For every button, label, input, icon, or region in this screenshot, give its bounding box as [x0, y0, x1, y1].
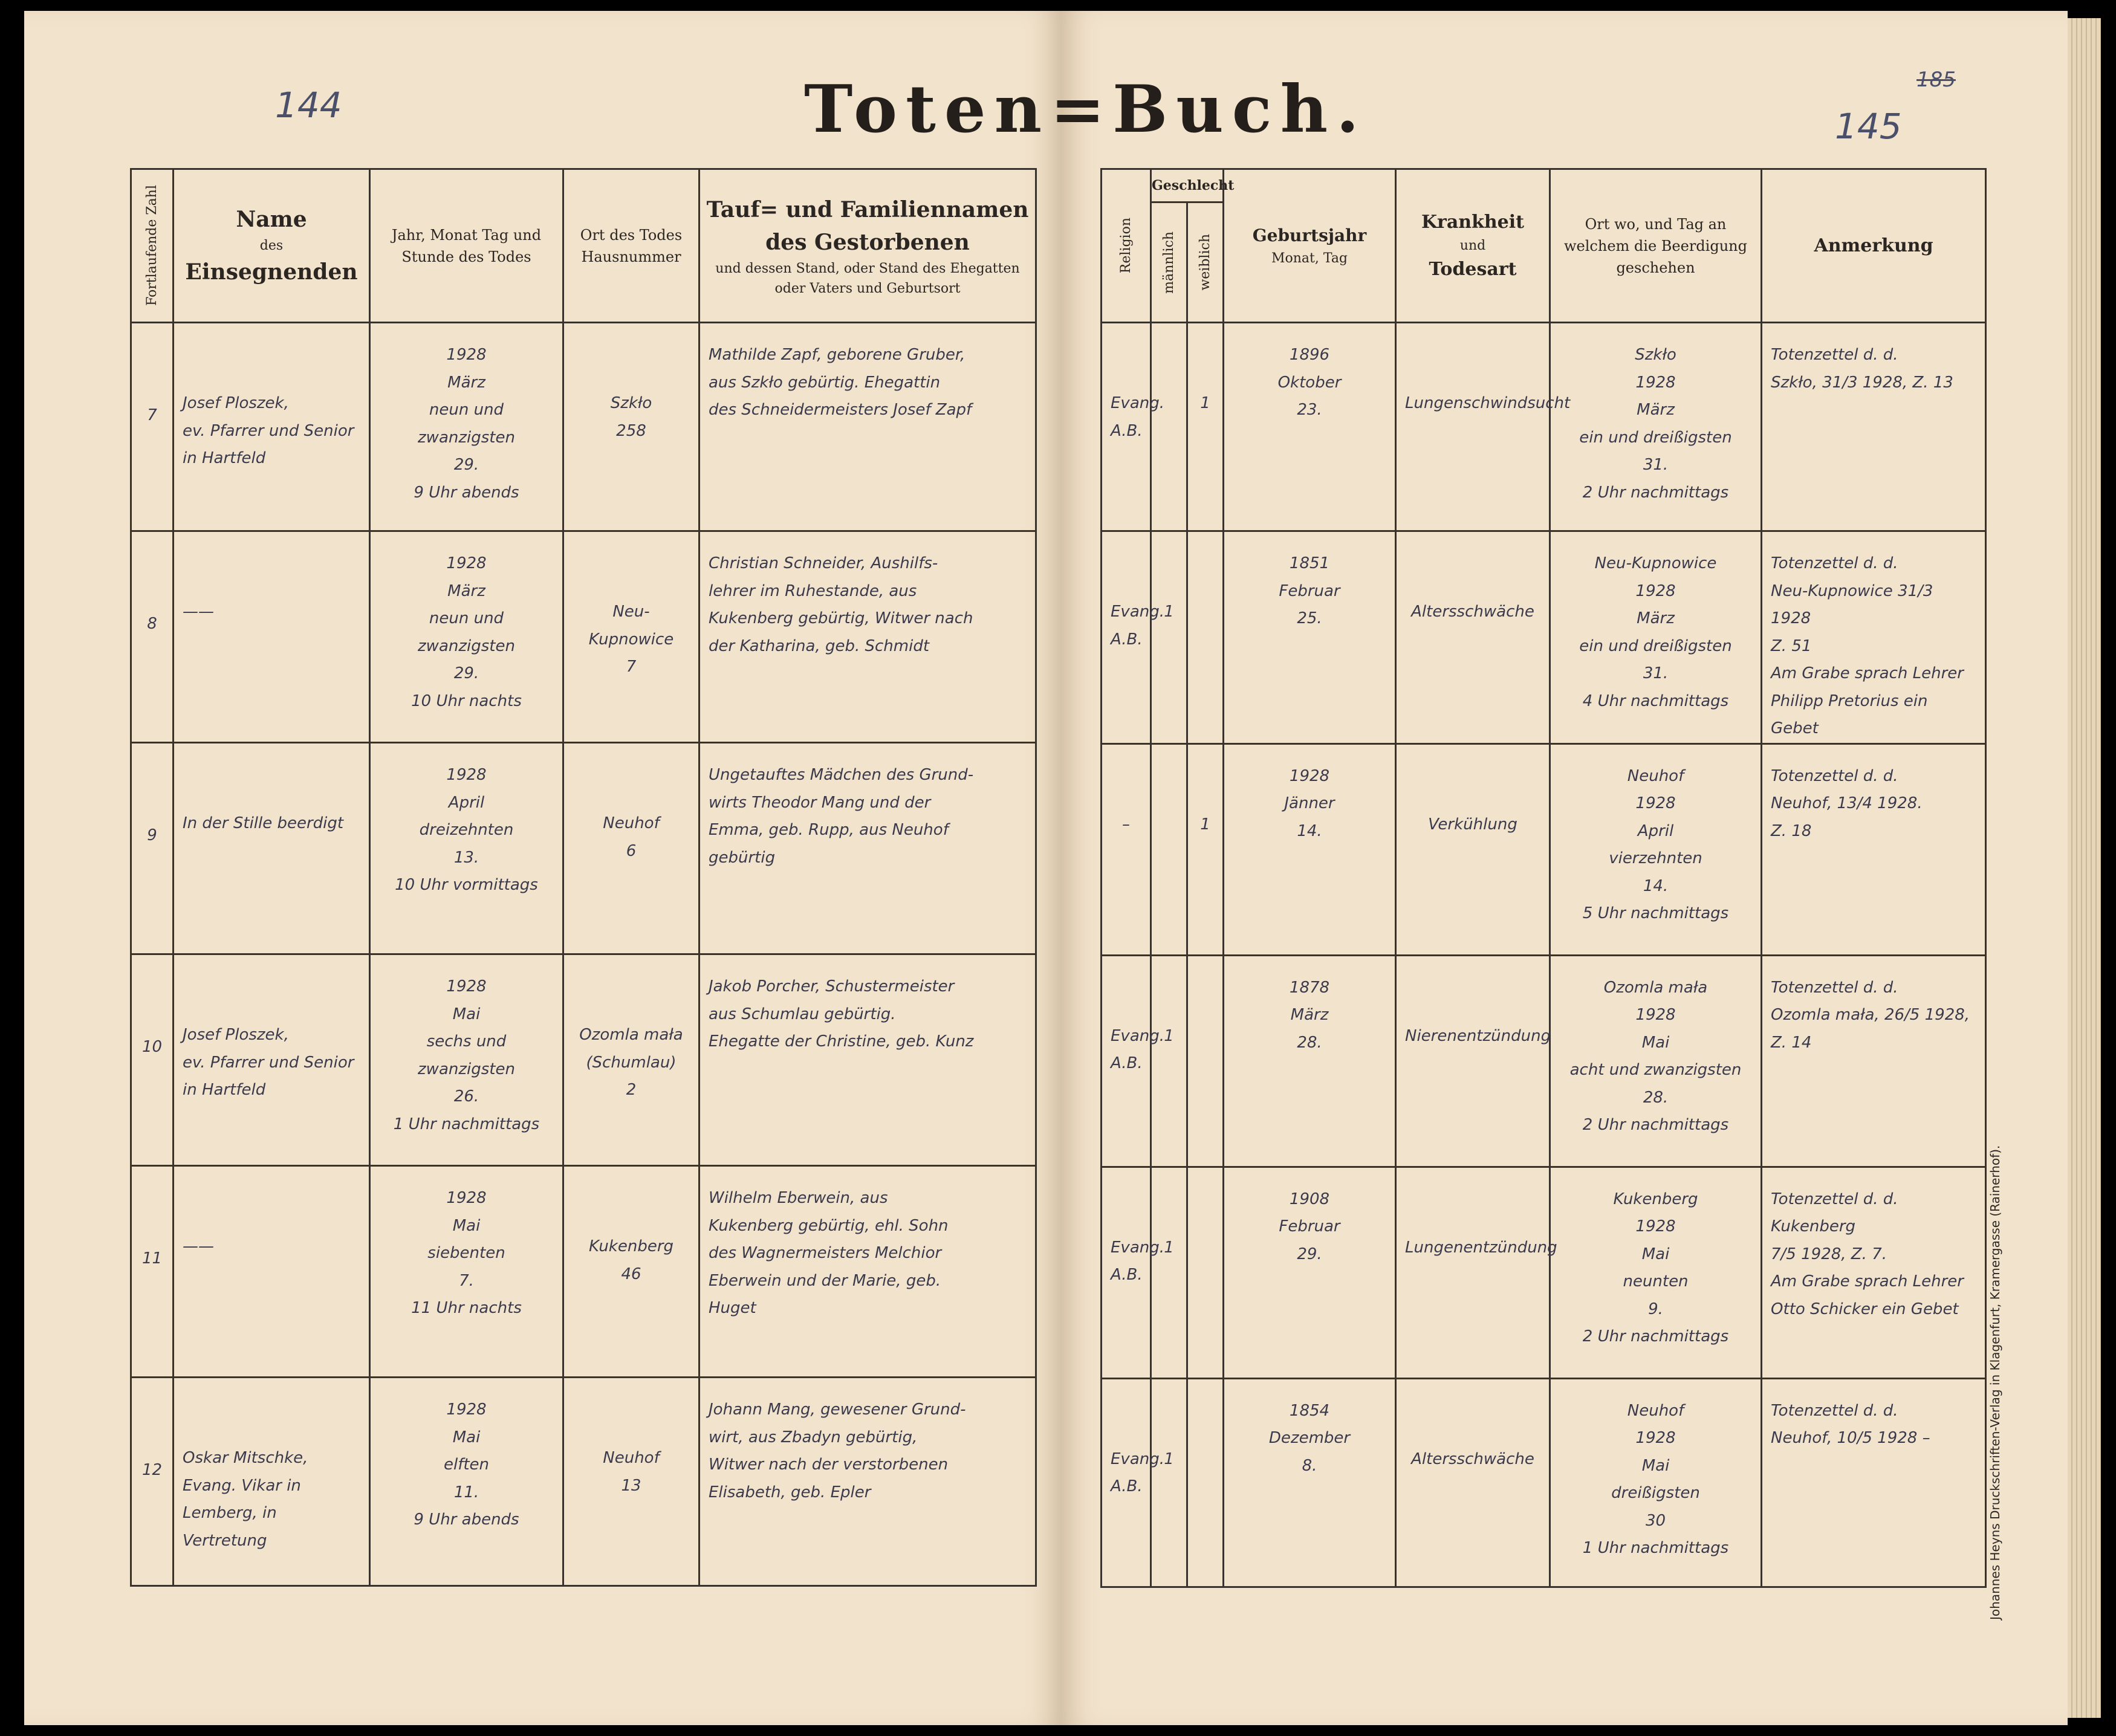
entry-burial-cell — [1550, 1378, 1762, 1587]
entry-officiant: —— — [183, 1237, 214, 1255]
entry-religion: Evang. A.B. — [1111, 394, 1164, 440]
entry-number-cell — [131, 531, 174, 743]
entry-male-cell — [1151, 743, 1187, 955]
col-sex: Geschlecht — [1151, 169, 1224, 202]
entry-number-cell — [131, 1378, 174, 1586]
entry-officiant: Oskar Mitschke, Evang. Vikar in Lemberg, in Vertretung — [183, 1449, 308, 1550]
col-place: Ort des Todes Hausnummer — [563, 169, 699, 323]
entry-death-place-cell — [563, 1378, 699, 1586]
col-remark: Anmerkung — [1762, 169, 1986, 323]
entry-female-cell — [1187, 323, 1224, 531]
entry-officiant-cell — [174, 1166, 370, 1378]
entry-burial: Neuhof 1928 April vierzehnten 14. 5 Uhr nachmittags — [1582, 766, 1729, 922]
entry-burial: Ozomla mała 1928 Mai acht und zwanzigsten 28. 2 Uhr nachmittags — [1569, 978, 1742, 1134]
entry-death-date-cell — [370, 954, 563, 1166]
col-religion: Religion — [1102, 169, 1151, 323]
entry-female-cell — [1187, 955, 1224, 1167]
entry-death-place: Neuhof 13 — [603, 1449, 660, 1495]
entry-death-place: Neu- Kupnowice 7 — [588, 603, 674, 676]
entry-death-date-cell — [370, 743, 563, 954]
entry-religion: Evang. A.B. — [1111, 1238, 1164, 1284]
entry-remark: Totenzettel d. d. Szkło, 31/3 1928, Z. 13 — [1771, 346, 1953, 392]
col-date: Jahr, Monat Tag und Stunde des Todes — [370, 169, 563, 323]
entry-officiant: In der Stille beerdigt — [183, 814, 344, 832]
page-number-left: 144 — [275, 85, 342, 126]
entry-number: 12 — [141, 1461, 163, 1479]
entry-burial-cell — [1550, 955, 1762, 1167]
entry-officiant: —— — [183, 603, 214, 621]
ledger-table-right — [1100, 168, 1987, 1588]
entry-birth: 1896 Oktober 23. — [1277, 346, 1342, 419]
entry-male — [1152, 323, 1186, 390]
entry-female — [1188, 956, 1222, 1023]
entry-birth-cell — [1224, 743, 1396, 955]
entry-officiant-cell — [174, 954, 370, 1166]
entry-deceased: Christian Schneider, Aushilfs- lehrer im Ruhestande, aus Kukenberg gebürtig, Witwer nach der Katharina, geb. Schmidt — [709, 554, 973, 655]
entry-remark-cell — [1762, 1378, 1986, 1587]
entry-religion: Evang. A.B. — [1111, 1026, 1164, 1072]
entry-birth: 1878 März 28. — [1289, 978, 1330, 1052]
table-row — [131, 1166, 1036, 1378]
entry-illness: Altersschwäche — [1411, 1449, 1534, 1468]
col-family: Tauf= und Familiennamen des Gestorbenen und dessen Stand, oder Stand des Ehegatten oder Vaters und Geburtsort — [699, 169, 1036, 323]
entry-religion: – — [1122, 815, 1130, 834]
table-row — [1102, 323, 1986, 531]
page-number-struck: 185 — [1916, 68, 1956, 92]
entry-death-date: 1928 März neun und zwanzigsten 29. 10 Uhr nachts — [411, 554, 522, 710]
ledger-table-left — [130, 168, 1037, 1587]
entry-number-cell — [131, 743, 174, 954]
entry-officiant-cell — [174, 323, 370, 531]
entry-death-place-cell — [563, 1166, 699, 1378]
entry-deceased-cell — [699, 954, 1036, 1166]
entry-illness-cell — [1396, 1167, 1557, 1378]
entry-deceased: Ungetauftes Mädchen des Grund- wirts Theodor Mang und der Emma, geb. Rupp, aus Neuhof gebürtig — [709, 766, 974, 867]
entry-illness: Lungenschwindsucht — [1405, 394, 1571, 412]
entry-number: 11 — [141, 1249, 163, 1268]
entry-number-cell — [131, 323, 174, 531]
entry-number: 7 — [147, 406, 157, 424]
col-male: männlich — [1151, 202, 1187, 323]
entry-birth: 1928 Jänner 14. — [1284, 766, 1335, 840]
entry-birth-cell — [1224, 1167, 1396, 1378]
entry-burial: Kukenberg 1928 Mai neunten 9. 2 Uhr nachmittags — [1582, 1190, 1729, 1346]
entry-female: 1 — [1200, 815, 1210, 834]
entry-religion-cell — [1102, 323, 1164, 531]
entry-religion: Evang. A.B. — [1111, 1449, 1164, 1495]
entry-illness-cell — [1396, 531, 1550, 744]
entry-death-date: 1928 Mai siebenten 7. 11 Uhr nachts — [411, 1189, 522, 1317]
table-row — [1102, 531, 1986, 744]
entry-death-date-cell — [370, 1166, 563, 1378]
entry-deceased: Johann Mang, gewesener Grund- wirt, aus Zbadyn gebürtig, Witwer nach der verstorbenen Elisabeth, geb. Epler — [709, 1401, 966, 1501]
entry-male: 1 — [1164, 1026, 1174, 1045]
entry-officiant-cell — [174, 1378, 370, 1586]
col-burial: Ort wo, und Tag an welchem die Beerdigung geschehen — [1550, 169, 1762, 323]
entry-female-cell — [1187, 1167, 1224, 1378]
col-name: Name des Einsegnenden — [174, 169, 370, 323]
entry-female-cell — [1187, 531, 1224, 744]
entry-death-place: Szkło 258 — [610, 394, 652, 440]
table-row — [1102, 1378, 1986, 1587]
entry-female — [1188, 532, 1222, 598]
table-row — [131, 743, 1036, 954]
entry-death-date-cell — [370, 531, 563, 743]
entry-number-cell — [131, 1166, 174, 1378]
entry-number-cell — [131, 954, 174, 1166]
title-right: Buch. — [1112, 71, 1368, 147]
table-row — [1102, 955, 1986, 1167]
entry-male-cell — [1151, 1378, 1187, 1587]
entry-birth: 1854 Dezember 8. — [1268, 1401, 1351, 1475]
entry-officiant-cell — [174, 531, 370, 743]
entry-death-place-cell — [563, 323, 699, 531]
entry-remark: Totenzettel d. d. Ozomla mała, 26/5 1928, Z. 14 — [1771, 978, 1970, 1052]
entry-remark: Totenzettel d. d. Neuhof, 13/4 1928. Z. 18 — [1771, 766, 1923, 840]
entry-remark-cell — [1762, 743, 1986, 955]
entry-religion-cell — [1102, 743, 1151, 955]
entry-birth-cell — [1224, 531, 1396, 744]
entry-number: 8 — [147, 615, 157, 633]
entry-illness-cell — [1396, 955, 1550, 1167]
entry-birth-cell — [1224, 955, 1396, 1167]
entry-remark-cell — [1762, 323, 1986, 531]
entry-officiant: Josef Ploszek, ev. Pfarrer und Senior in Hartfeld — [183, 394, 354, 467]
entry-remark: Totenzettel d. d. Neu-Kupnowice 31/3 1928 Z. 51 Am Grabe sprach Lehrer Philipp Pretorius ein Gebet — [1771, 554, 1964, 737]
entry-deceased: Wilhelm Eberwein, aus Kukenberg gebürtig, ehl. Sohn des Wagnermeisters Melchior Eberwein und der Marie, geb. Huget — [709, 1189, 949, 1317]
entry-burial: Neuhof 1928 Mai dreißigsten 30 1 Uhr nachmittags — [1582, 1401, 1729, 1557]
entry-illness: Lungenentzündung — [1405, 1238, 1557, 1257]
entry-female-cell — [1187, 1378, 1224, 1587]
entry-death-place: Neuhof 6 — [603, 814, 660, 860]
entry-remark: Totenzettel d. d. Neuhof, 10/5 1928 – — [1771, 1401, 1930, 1447]
entry-number: 9 — [147, 826, 157, 844]
entry-death-place-cell — [563, 531, 699, 743]
entry-death-date-cell — [370, 1378, 563, 1586]
entry-burial-cell — [1550, 743, 1762, 955]
page-number-right: 145 — [1835, 106, 1902, 147]
entry-death-date: 1928 April dreizehnten 13. 10 Uhr vormittags — [395, 766, 538, 894]
entry-illness: Nierenentzündung — [1405, 1026, 1551, 1045]
title-left: Toten= — [804, 71, 1114, 147]
entry-deceased-cell — [699, 743, 1036, 954]
entry-remark-cell — [1762, 531, 1986, 744]
entry-death-place: Kukenberg 46 — [588, 1237, 674, 1283]
entry-birth: 1851 Februar 25. — [1279, 554, 1340, 627]
header-row-right-top — [1102, 169, 1986, 202]
entry-remark-cell — [1762, 955, 1986, 1167]
table-row — [1102, 743, 1986, 955]
header-row-left — [131, 169, 1036, 323]
entry-birth: 1908 Februar 29. — [1279, 1190, 1340, 1263]
entry-male — [1152, 745, 1186, 811]
table-row — [131, 531, 1036, 743]
entry-illness-cell — [1396, 743, 1550, 955]
entry-death-date-cell — [370, 323, 563, 531]
entry-male-cell — [1151, 323, 1187, 531]
entry-birth-cell — [1224, 1378, 1396, 1587]
entry-male-cell — [1151, 531, 1187, 744]
entry-male: 1 — [1164, 1449, 1174, 1468]
entry-remark-cell — [1762, 1167, 1986, 1378]
entry-death-place-cell — [563, 743, 699, 954]
entry-deceased-cell — [699, 1166, 1036, 1378]
entry-death-date: 1928 Mai sechs und zwanzigsten 26. 1 Uhr nachmittags — [393, 977, 540, 1133]
entry-religion-cell — [1102, 531, 1164, 744]
entry-male-cell — [1151, 955, 1187, 1167]
entry-religion-cell — [1102, 955, 1164, 1167]
entry-illness-cell — [1396, 323, 1571, 531]
entry-death-date: 1928 März neun und zwanzigsten 29. 9 Uhr abends — [414, 346, 519, 502]
printer-imprint: Johannes Heyns Druckschriften-Verlag in Klagenfurt, Kramergasse (Rainerhof). — [1988, 1145, 2002, 1620]
entry-religion-cell — [1102, 1378, 1164, 1587]
entry-officiant-cell — [174, 743, 370, 954]
entry-deceased-cell — [699, 1378, 1036, 1586]
entry-death-place: Ozomla mała (Schumlau) 2 — [579, 1026, 683, 1099]
entry-male: 1 — [1164, 1238, 1174, 1257]
entry-female-cell — [1187, 743, 1224, 955]
entry-female: 1 — [1200, 394, 1210, 412]
entry-female — [1188, 1168, 1222, 1234]
entry-burial-cell — [1550, 531, 1762, 744]
entry-burial: Szkło 1928 März ein und dreißigsten 31. 2 Uhr nachmittags — [1579, 346, 1732, 502]
col-lfd: Fortlaufende Zahl — [131, 169, 174, 323]
entry-illness: Verkühlung — [1428, 815, 1517, 834]
entry-illness-cell — [1396, 1378, 1550, 1587]
table-row — [1102, 1167, 1986, 1378]
entry-death-date: 1928 Mai elften 11. 9 Uhr abends — [414, 1401, 519, 1529]
col-female: weiblich — [1187, 202, 1224, 323]
entry-deceased-cell — [699, 323, 1036, 531]
entry-burial: Neu-Kupnowice 1928 März ein und dreißigsten 31. 4 Uhr nachmittags — [1579, 554, 1732, 710]
table-row — [131, 954, 1036, 1166]
entry-burial-cell — [1550, 323, 1762, 531]
entry-remark: Totenzettel d. d. Kukenberg 7/5 1928, Z. 7. Am Grabe sprach Lehrer Otto Schicker ein Gebet — [1771, 1190, 1964, 1318]
entry-deceased: Mathilde Zapf, geborene Gruber, aus Szkło gebürtig. Ehegattin des Schneidermeisters Josef Zapf — [709, 346, 972, 419]
entry-burial-cell — [1550, 1167, 1762, 1378]
entry-religion-cell — [1102, 1167, 1164, 1378]
entry-birth-cell — [1224, 323, 1396, 531]
entry-male-cell — [1151, 1167, 1187, 1378]
entry-number: 10 — [141, 1038, 163, 1056]
entry-illness: Altersschwäche — [1411, 603, 1534, 621]
page-edges — [2068, 18, 2101, 1718]
entry-death-place-cell — [563, 954, 699, 1166]
entry-officiant: Josef Ploszek, ev. Pfarrer und Senior in Hartfeld — [183, 1026, 354, 1099]
entry-deceased: Jakob Porcher, Schustermeister aus Schumlau gebürtig. Ehegatte der Christine, geb. Kunz — [709, 977, 974, 1051]
col-birth: Geburtsjahr Monat, Tag — [1224, 169, 1396, 323]
table-row — [131, 323, 1036, 531]
entry-female — [1188, 1379, 1222, 1446]
entry-deceased-cell — [699, 531, 1036, 743]
table-row — [131, 1378, 1036, 1586]
entry-religion: Evang. A.B. — [1111, 603, 1164, 649]
entry-male: 1 — [1164, 603, 1174, 621]
col-illness: Krankheit und Todesart — [1396, 169, 1550, 323]
